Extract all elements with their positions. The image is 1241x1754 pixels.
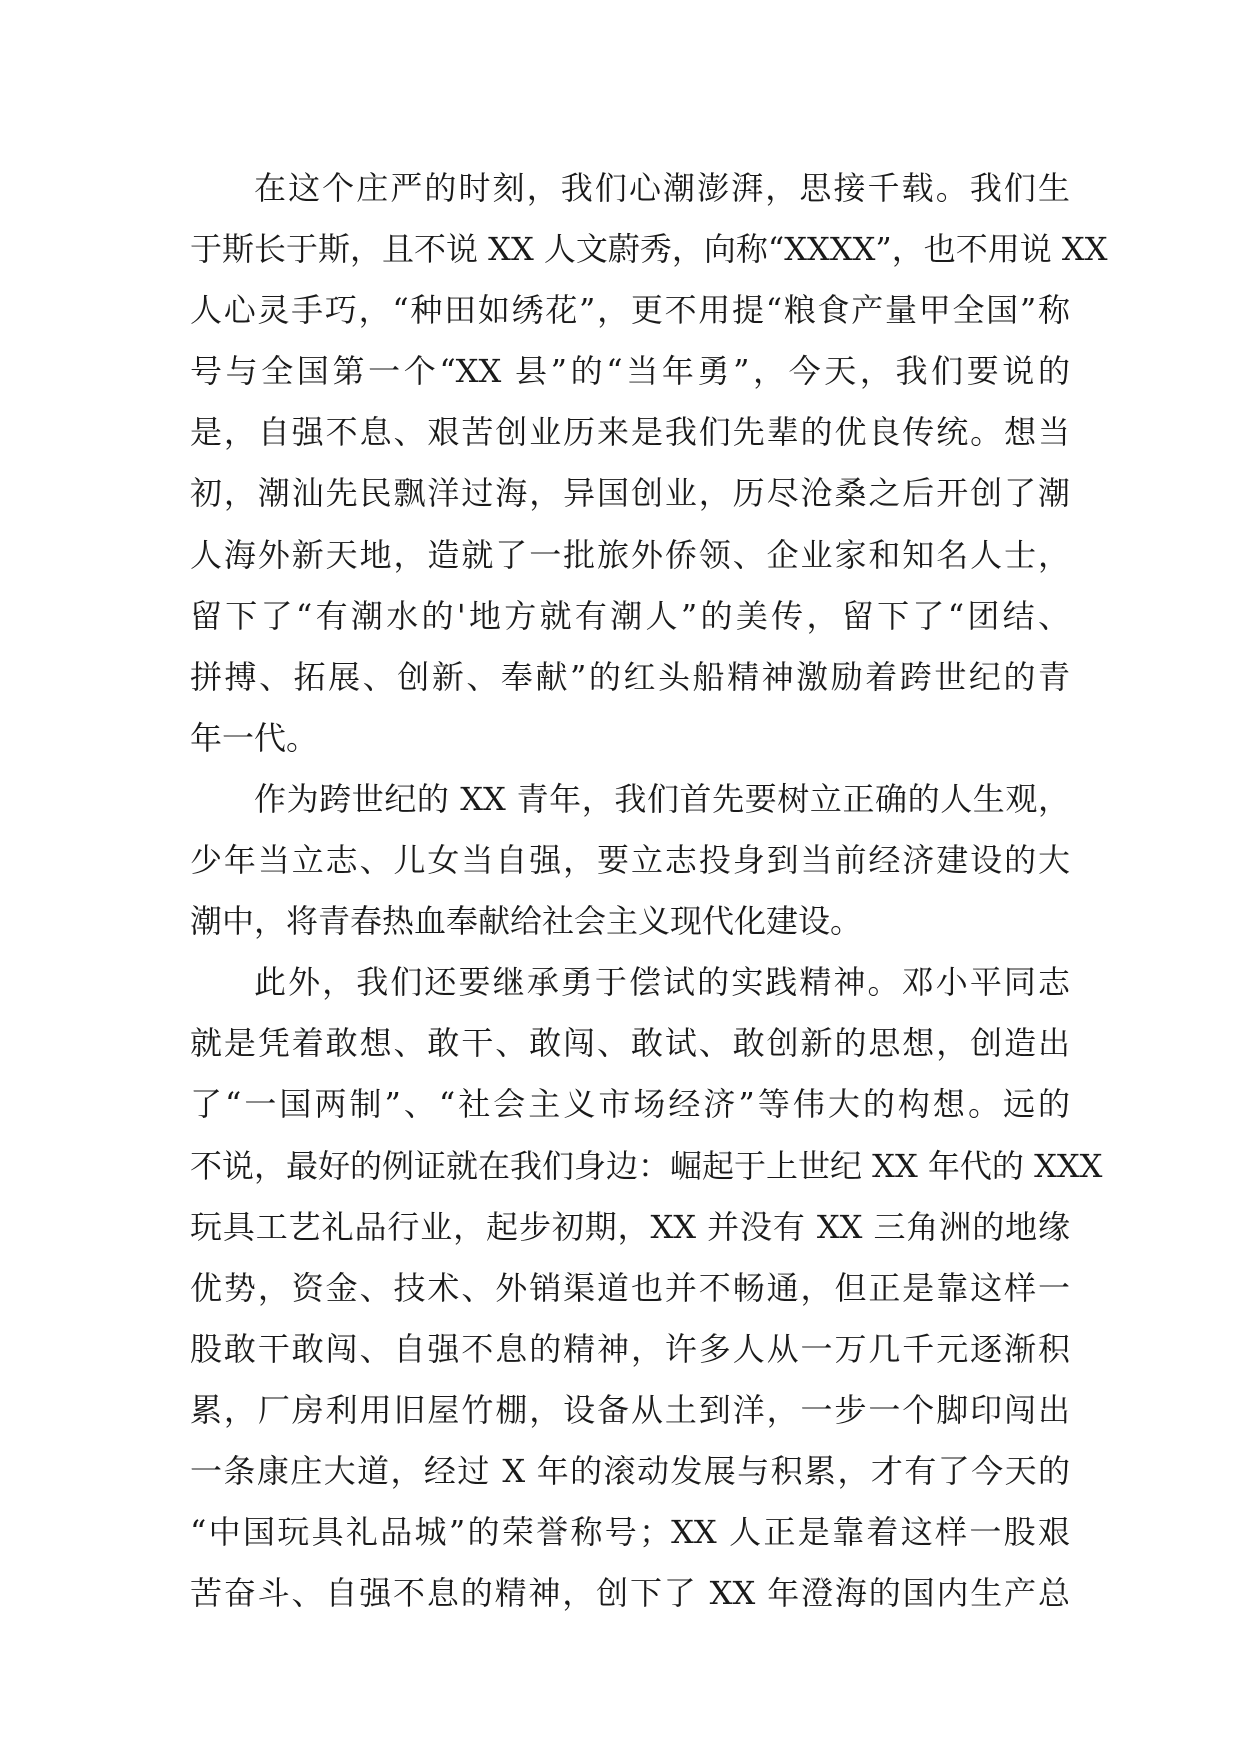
- text-line: 此外，我们还要继承勇于偿试的实践精神。邓小平同志: [254, 963, 1070, 1002]
- text-line: 于斯长于斯，且不说 XX 人文蔚秀，向称“XXXX”，也不用说 XX: [190, 230, 1108, 269]
- text-line: 股敢干敢闯、自强不息的精神，许多人从一万几千元逐渐积: [190, 1329, 1070, 1368]
- text-line: 就是凭着敢想、敢干、敢闯、敢试、敢创新的思想，创造出: [190, 1024, 1070, 1063]
- paragraph-2: [190, 769, 1070, 952]
- text-line: 拼搏、拓展、创新、奉献”的红头船精神激励着跨世纪的青: [190, 657, 1070, 696]
- text-line: 是，自强不息、艰苦创业历来是我们先辈的优良传统。想当: [190, 413, 1070, 452]
- text-line: 在这个庄严的时刻，我们心潮澎湃，思接千载。我们生: [254, 169, 1070, 207]
- text-line: 留下了“有潮水的'地方就有潮人”的美传，留下了“团结、: [190, 596, 1070, 635]
- document-body: [190, 158, 1108, 1624]
- text-line: 少年当立志、儿女当自强，要立志投身到当前经济建设的大: [190, 841, 1070, 880]
- text-line: 年一代。: [190, 718, 319, 757]
- paragraph-1: [190, 158, 1108, 769]
- text-line: 人海外新天地，造就了一批旅外侨领、企业家和知名人士，: [190, 535, 1070, 574]
- text-line: 了“一国两制”、“社会主义市场经济”等伟大的构想。远的: [190, 1085, 1070, 1124]
- paragraph-3: [190, 952, 1103, 1624]
- text-line: 初，潮汕先民飘洋过海，异国创业，历尽沧桑之后开创了潮: [190, 474, 1070, 513]
- text-line: 人心灵手巧，“种田如绣花”，更不用提“粮食产量甲全国”称: [190, 291, 1070, 330]
- text-line: 潮中，将青春热血奉献给社会主义现代化建设。: [190, 902, 863, 941]
- text-line: 苦奋斗、自强不息的精神，创下了 XX 年澄海的国内生产总: [190, 1574, 1070, 1613]
- text-line: 优势，资金、技术、外销渠道也并不畅通，但正是靠这样一: [190, 1268, 1070, 1307]
- text-line: “中国玩具礼品城”的荣誉称号；XX 人正是靠着这样一股艰: [190, 1513, 1070, 1552]
- text-line: 号与全国第一个“XX 县”的“当年勇”，今天，我们要说的: [190, 352, 1070, 391]
- text-line: 不说，最好的例证就在我们身边：崛起于上世纪 XX 年代的 XXX: [190, 1146, 1103, 1185]
- text-line: 累，厂房利用旧屋竹棚，设备从土到洋，一步一个脚印闯出: [190, 1390, 1070, 1429]
- text-line: 作为跨世纪的 XX 青年，我们首先要树立正确的人生观，: [254, 779, 1070, 818]
- text-line: 玩具工艺礼品行业，起步初期，XX 并没有 XX 三角洲的地缘: [190, 1207, 1070, 1246]
- text-line: 一条康庄大道，经过 X 年的滚动发展与积累，才有了今天的: [190, 1451, 1070, 1490]
